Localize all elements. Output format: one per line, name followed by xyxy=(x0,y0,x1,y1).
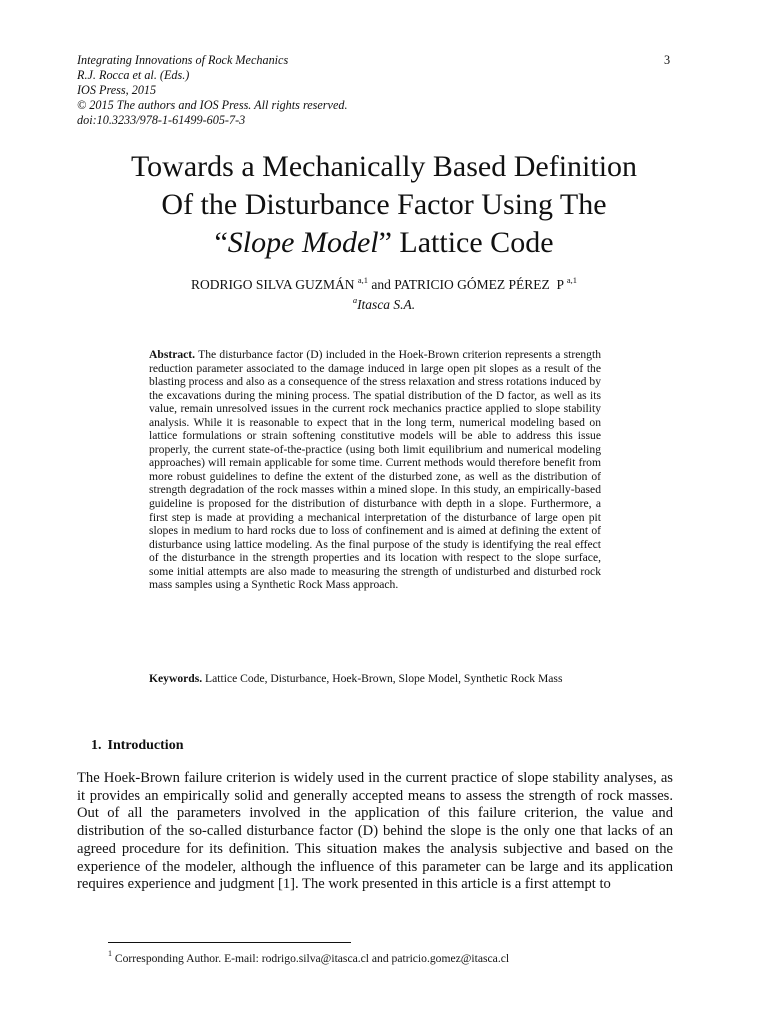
title-line-2: Of the Disturbance Factor Using The xyxy=(161,188,607,221)
author-connector: and xyxy=(371,277,391,292)
author-1-affil: a,1 xyxy=(357,274,368,285)
title-open-quote: “ xyxy=(214,226,228,259)
abstract xyxy=(149,348,601,592)
footnote-divider xyxy=(108,942,351,943)
keywords-label: Keywords. xyxy=(149,672,203,685)
author-2-trailing: P xyxy=(556,277,564,292)
doi: doi:10.3233/978-1-61499-605-7-3 xyxy=(77,113,246,127)
author-2: PATRICIO GÓMEZ PÉREZ xyxy=(394,277,550,292)
affiliation-name: Itasca S.A. xyxy=(357,297,416,312)
section-title: Introduction xyxy=(107,738,184,753)
title-line-1: Towards a Mechanically Based Definition xyxy=(130,150,638,183)
footnote-marker: 1 xyxy=(108,949,112,959)
page-number: 3 xyxy=(664,53,671,67)
section-number: 1. xyxy=(91,738,102,753)
author-list xyxy=(60,276,708,293)
keywords-text: Lattice Code, Disturbance, Hoek-Brown, Slope Model, Synthetic Rock Mass xyxy=(205,672,563,685)
book-title: Integrating Innovations of Rock Mechanics xyxy=(77,53,289,67)
intro-paragraph: The Hoek-Brown failure criterion is widely used in the current practice of slope stability analyses, as it provides an empirically solid and generally accepted means to assess the strength of rock masses. Out of all the parameters involved in the application of this failure criterion, the value and distribution of the so-called disturbance factor (D) behind the slope is the only one that lacks of an agreed procedure for its definition. This situation makes the analysis subjective and based on the experience of the modeler, although the influence of this parameter can be large and its application requires experience and judgment [1]. The work presented in this article is a first attempt to xyxy=(77,770,673,893)
abstract-label: Abstract. xyxy=(149,348,196,361)
running-header xyxy=(77,53,677,128)
author-1: RODRIGO SILVA GUZMÁN xyxy=(190,277,355,292)
footnote-text: Corresponding Author. E-mail: rodrigo.silva@itasca.cl and patricio.gomez@itasca.cl xyxy=(114,952,510,965)
paper-title xyxy=(40,148,728,262)
title-line-3 xyxy=(40,224,728,262)
title-line-3-rest: ” Lattice Code xyxy=(378,226,554,259)
title-italic: Slope Model xyxy=(227,226,379,259)
editors: R.J. Rocca et al. (Eds.) xyxy=(77,68,190,82)
footnote xyxy=(108,949,688,966)
author-2-affil: a,1 xyxy=(566,274,578,285)
affiliation-marker: a xyxy=(352,294,358,305)
publisher: IOS Press, 2015 xyxy=(77,83,157,97)
abstract-text: The disturbance factor (D) included in the Hoek-Brown criterion represents a strength reduction parameter associated to the damage induced in large open pit slopes as a result of the blasting process and also as a consequence of the stress relaxation and stress rotations induced by the excavations during the mining process. The spatial distribution of the D factor, as well as its value, remain unresolved issues in the current rock mechanics practice applied to slope stability analysis. While it is reasonable to expect that in the long term, numerical modeling based on lattice formulations or strain softening constitutive models will be able to address this issue properly, the current state-of-the-practice (using both limit equilibrium and numerical modeling approaches) will remain applicable for some time. Current methods would therefore benefit from more robust guidelines to define the extent of the disturbed zone, as well as the distribution of strength degradation of the rock masses within a mined slope. In this study, an empirically-based guideline is proposed for the distribution of disturbance with depth in a slope. Furthermore, a first step is made at providing a mechanical interpretation of the disturbance of large open pit slopes in medium to hard rocks due to loss of confinement and is aimed at defining the extent of disturbance using lattice modeling. As the final purpose of the study is identifying the real effect of the disturbance in the strength properties and its location with respect to the slope surface, some initial attempts are also made to measuring the strength of undisturbed and disturbed rock mass samples using a Synthetic Rock Mass approach. xyxy=(149,348,601,592)
copyright: © 2015 The authors and IOS Press. All rights reserved. xyxy=(77,98,348,112)
section-heading xyxy=(91,737,189,754)
keywords xyxy=(149,672,601,686)
affiliation xyxy=(60,296,708,313)
